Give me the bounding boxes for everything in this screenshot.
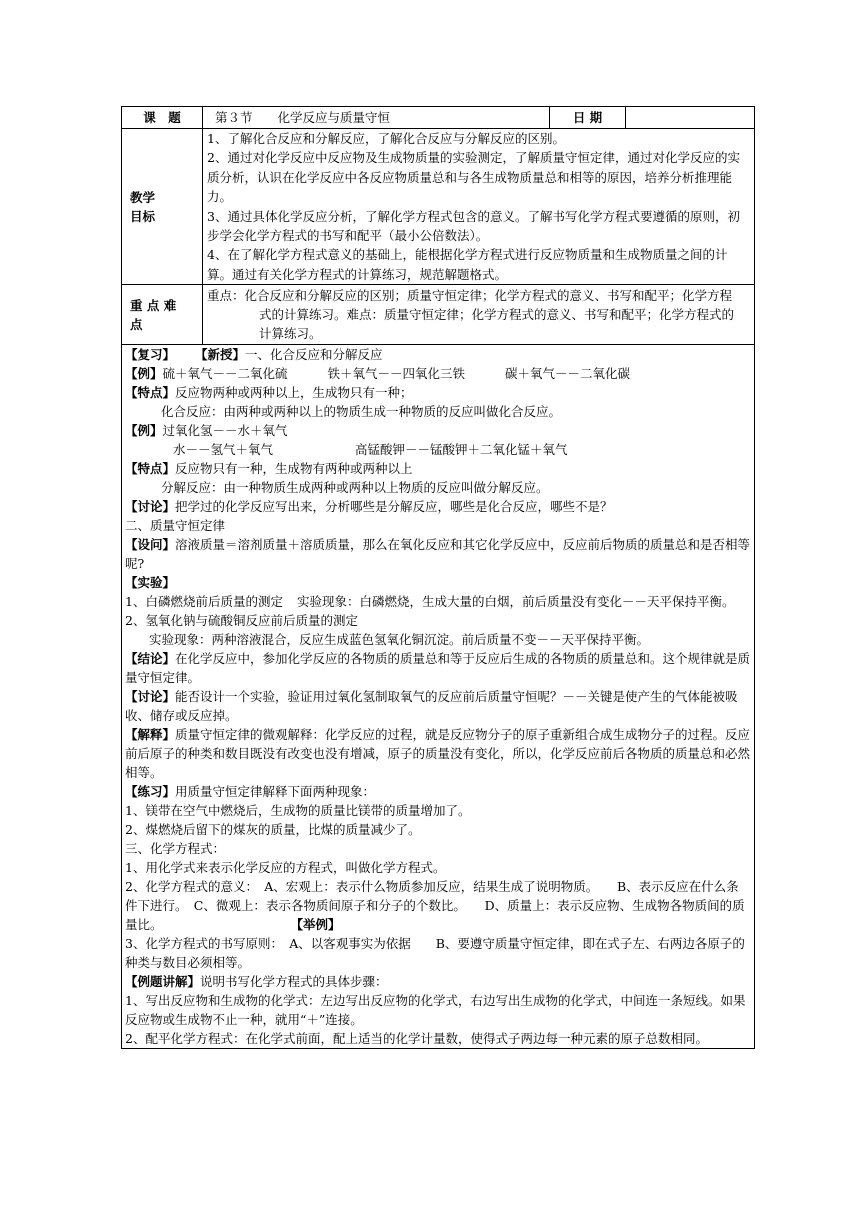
feature-tag: 【特点】 [125, 461, 176, 477]
paragraph-text: 1、镁带在空气中燃烧后，生成物的质量比镁带的质量增加了。 [125, 803, 471, 819]
section-heading: 一、化合反应和分解反应 [245, 347, 383, 363]
key-points-label [122, 285, 203, 345]
exercise-tag: 【练习】 [125, 784, 176, 800]
paragraph-text: 反应物两种或两种以上，生成物只有一种； [175, 385, 413, 401]
paragraph-text: 2、煤燃烧后留下的煤灰的质量，比煤的质量减少了。 [125, 822, 421, 838]
equation-text: 高锰酸钾－－锰酸钾＋二氧化锰＋氧气 [355, 442, 568, 458]
key-points-text-line2: 式的计算练习。难点：质量守恒定律；化学方程式的意义、书写和配平；化学方程式的 [259, 307, 735, 323]
experiment-tag: 【实验】 [125, 575, 176, 591]
paragraph-text: 2、氢氧化钠与硫酸铜反应前后质量的测定 [125, 613, 358, 629]
goals-label-line1: 教学 [130, 189, 156, 205]
key-points-content [203, 285, 755, 345]
example-tag: 【例】 [125, 366, 163, 382]
question-tag: 【设问】 [125, 537, 176, 553]
goal-item: 1、了解化合反应和分解反应，了解化合反应与分解反应的区别。 [207, 131, 565, 146]
feature-tag: 【特点】 [125, 385, 176, 401]
paragraph-text: 溶液质量＝溶剂质量＋溶质质量，那么在氧化反应和其它化学反应中，反应前后物质的质量总和是否相等呢? [125, 537, 751, 572]
paragraph-text: 实验现象：白磷燃烧，生成大量的白烟，前后质量没有变化－－天平保持平衡。 [296, 594, 735, 610]
goal-item: 3、通过具体化学反应分析，了解化学方程式包含的意义。了解书写化学方程式要遵循的原则，初步学会化学方程式的书写和配平（最小公倍数法）。 [207, 208, 740, 244]
equation-text: 过氧化氢－－水＋氧气 [162, 423, 288, 439]
review-tag: 【复习】 [125, 347, 176, 363]
goals-label-line2: 目标 [130, 208, 156, 224]
content-row [122, 345, 755, 1049]
equation-text: 碳＋氧气－－二氧化碳 [505, 366, 631, 382]
goal-item: 4、在了解化学方程式意义的基础上，能根据化学方程式进行反应物质量和生成物质量之间的计算。通过有关化学方程式的计算练习，规范解题格式。 [207, 247, 728, 282]
paragraph-text: 3、化学方程式的书写原则： A、以客观事实为依据 B、要遵守质量守恒定律，即在式子左、右两边各原子的种类与数目必须相等。 [125, 936, 745, 971]
equation-text: 水－－氢气＋氧气 [173, 442, 274, 458]
paragraph-text: 1、用化学式来表示化学反应的方程式，叫做化学方程式。 [125, 860, 446, 876]
section-heading: 三、化学方程式： [125, 841, 226, 857]
paragraph-text: 反应物只有一种，生成物有两种或两种以上 [175, 461, 413, 477]
new-lesson-tag: 【新授】 [195, 347, 246, 363]
lesson-content [122, 345, 755, 1049]
paragraph-text: 能否设计一个实验，验证用过氧化氢制取氧气的反应前后质量守恒呢？－－关键是使产生的气体能被吸收、储存或反应掉。 [125, 689, 738, 724]
paragraph-text: 把学过的化学反应写出来，分析哪些是分解反应，哪些是化合反应，哪些不是？ [175, 499, 613, 515]
worked-example-tag: 【例题讲解】 [125, 974, 201, 990]
explanation-tag: 【解释】 [125, 727, 176, 743]
paragraph-text: 说明书写化学方程式的具体步骤： [200, 974, 388, 990]
key-points-row [122, 285, 755, 345]
goals-row [122, 129, 755, 285]
key-points-text-line1: 重点：化合反应和分解反应的区别；质量守恒定律；化学方程式的意义、书写和配平；化学方程 [207, 288, 733, 304]
paragraph-text: 在化学反应中，参加化学反应的各物质的质量总和等于反应后生成的各物质的质量总和。这个规律就是质量守恒定律。 [125, 651, 751, 686]
key-points-text-line3: 计算练习。 [259, 326, 322, 342]
definition-text: 分解反应：由一种物质生成两种或两种以上物质的反应叫做分解反应。 [161, 480, 549, 496]
lesson-plan-table [121, 106, 755, 1049]
date-label: 日 期 [550, 107, 626, 129]
paragraph-text: 质量守恒定律的微观解释：化学反应的过程，就是反应物分子的原子重新组合成生成物分子的过程。反应前后原子的种类和数目既没有改变也没有增减，原子的质量没有变化，所以，化学反应前后各物质的质量总和必然相等。 [125, 727, 751, 781]
date-value [626, 107, 755, 129]
paragraph-text: 2、配平化学方程式：在化学式前面，配上适当的化学计量数，使得式子两边每一种元素的原子总数相同。 [125, 1031, 708, 1047]
definition-text: 化合反应：由两种或两种以上的物质生成一种物质的反应叫做化合反应。 [161, 404, 562, 420]
discussion-tag: 【讨论】 [125, 689, 176, 705]
example-tag: 【举例】 [290, 917, 341, 933]
goal-item: 2、通过对化学反应中反应物及生成物质量的实验测定，了解质量守恒定律，通过对化学反应的实质分析，认识在化学反应中各反应物质量总和与各生成物质量总和相等的原因，培养分析推理能力。 [207, 150, 740, 205]
equation-text: 硫＋氧气－－二氧化硫 [162, 366, 288, 382]
key-points-label-line1: 重 点 难 [130, 297, 177, 313]
discussion-tag: 【讨论】 [125, 499, 176, 515]
topic-label: 课 题 [122, 107, 203, 129]
paragraph-text: 2、化学方程式的意义： A、宏观上：表示什么物质参加反应，结果生成了说明物质。 B、表示反应在什么条件下进行。 C、微观上：表示各物质间原子和分子的个数比。 D、质量上：表示反应物、生成物各物质间的质量比。 [125, 879, 745, 933]
goals-label [122, 129, 203, 285]
paragraph-text: 实验现象：两种溶液混合，反应生成蓝色氢氧化铜沉淀。前后质量不变－－天平保持平衡。 [149, 632, 650, 648]
section-heading: 二、质量守恒定律 [125, 518, 226, 534]
topic-value: 第３节 化学反应与质量守恒 [203, 107, 550, 129]
paragraph-text: 1、写出反应物和生成物的化学式：左边写出反应物的化学式，右边写出生成物的化学式，中间连一条短线。如果反应物或生成物不止一种，就用“＋”连接。 [125, 993, 746, 1028]
header-row [122, 107, 755, 129]
goals-content [203, 129, 755, 285]
equation-text: 铁＋氧气－－四氧化三铁 [327, 366, 466, 382]
key-points-label-line2: 点 [130, 316, 143, 332]
conclusion-tag: 【结论】 [125, 651, 176, 667]
paragraph-text: 用质量守恒定律解释下面两种现象： [175, 784, 376, 800]
example-tag: 【例】 [125, 423, 163, 439]
paragraph-text: 1、白磷燃烧前后质量的测定 [125, 594, 283, 610]
